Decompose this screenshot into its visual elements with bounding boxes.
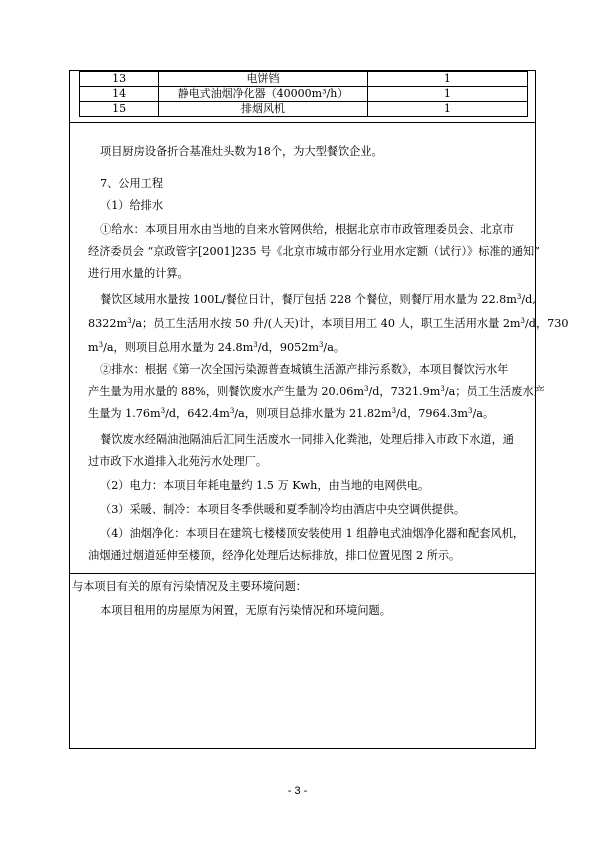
power-text: （2）电力：本项目年耗电量约 1.5 万 Kwh，由当地的电网供电。 xyxy=(100,479,430,492)
table-row xyxy=(80,72,528,87)
drainage-line-2: 产生量为用水量的 88%，则餐饮废水产生量为 $20.06m^3/d$，$7321.9m^3/a$；员工生活废水产 xyxy=(88,385,545,398)
table-row xyxy=(80,87,528,102)
drainage-line-1: ②排水：根据《第一次全国污染源普查城镇生活源产排污系数》，本项目餐饮污水年 xyxy=(100,363,509,376)
quantity-cell: 1 xyxy=(367,87,527,102)
fume-line-2: 油烟通过烟道延伸至楼顶，经净化处理后达标排放，排口位置见图 2 所示。 xyxy=(88,549,461,562)
page-number: - 3 - xyxy=(287,785,308,797)
pollution-body-text: 本项目租用的房屋原为闲置，无原有污染情况和环境问题。 xyxy=(100,604,391,617)
section-7-heading: 7、公用工程 xyxy=(100,177,164,190)
water-supply-line-3: 进行用水量的计算。 xyxy=(88,267,189,280)
row-number-cell: 14 xyxy=(80,87,159,102)
wastewater-line-1: 餐饮废水经隔油池隔油后汇同生活废水一同排入化粪池，处理后排入市政下水道，通 xyxy=(100,433,514,446)
water-use-line-2: $8322m^3/a$；员工生活用水按 50 升/(人天)计，本项目用工 40 人，职工生活用水量 $2m^3/d$，730 xyxy=(88,317,569,330)
water-supply-line-2: 经济委员会 “京政管字[2001]235 号《北京市城市部分行业用水定额（试行）》标准的通知” xyxy=(88,245,540,258)
pollution-section-heading: 与本项目有关的原有污染情况及主要环境问题： xyxy=(72,580,307,593)
equipment-name-cell: 电饼铛 xyxy=(159,72,368,87)
table-bottom-rule xyxy=(69,122,536,123)
water-use-line-3: $m^3/a$，则项目总用水量为 $24.8m^3/d$，$9052m^3/a$。 xyxy=(88,341,346,354)
equipment-name-cell: 排烟风机 xyxy=(159,102,368,117)
quantity-cell: 1 xyxy=(367,102,527,117)
water-supply-line-1: ①给水：本项目用水由当地的自来水管网供给，根据北京市市政管理委员会、北京市 xyxy=(100,223,514,236)
stove-count-text: 项目厨房设备折合基准灶头数为18个，为大型餐饮企业。 xyxy=(100,145,383,158)
equipment-name-cell: 静电式油烟净化器（40000m³/h） xyxy=(159,87,368,102)
table-row xyxy=(80,102,528,117)
quantity-cell: 1 xyxy=(367,72,527,87)
fume-line-1: （4）油烟净化：本项目在建筑七楼楼顶安装使用 1 组静电式油烟净化器和配套风机， xyxy=(100,527,525,540)
water-subheading: （1）给排水 xyxy=(100,199,164,212)
row-number-cell: 13 xyxy=(80,72,159,87)
section-divider xyxy=(69,573,536,574)
heating-text: （3）采暖、制冷：本项目冬季供暖和夏季制冷均由酒店中央空调供提供。 xyxy=(100,503,466,516)
equipment-table xyxy=(79,71,528,117)
wastewater-line-2: 过市政下水道排入北苑污水处理厂。 xyxy=(88,455,268,468)
drainage-line-3: 生量为 $1.76m^3/d$，$642.4m^3/a$，则项目总排水量为 $21.82m^3/d$，$7964.3m^3/a$。 xyxy=(88,407,495,420)
row-number-cell: 15 xyxy=(80,102,159,117)
water-use-line-1: 餐饮区域用水量按 100L/餐位日计，餐厅包括 228 个餐位，则餐厅用水量为 $22.8m^3/d$, xyxy=(100,293,536,306)
